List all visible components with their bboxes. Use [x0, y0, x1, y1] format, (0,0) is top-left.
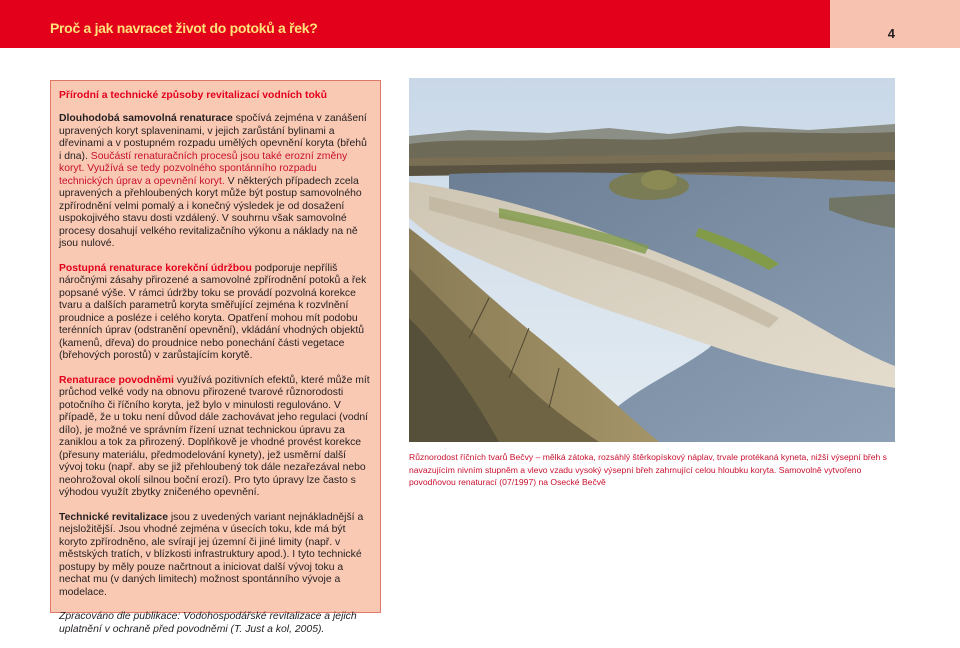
paragraph-korekcni	[59, 263, 372, 363]
paragraph-samovolna	[59, 113, 372, 251]
page-number: 4	[887, 26, 895, 41]
term-povodnemi: Renaturace povodněmi	[59, 374, 174, 386]
river-photo	[409, 78, 895, 442]
info-box	[50, 80, 381, 635]
text-samovolna-3: V některých případech zcela upravených a přehloubených koryt může být postup samovolného zpřírodnění velmi pomalý a i konečný výsledek je od dosažení uspokojivého stavu dosti vzdálený. V souhrnu však samovolné procesy dosahují velkého revitalizačního výkonu a náklady na ně jsou nulové.	[59, 175, 362, 249]
paragraph-technicke	[59, 512, 372, 600]
photo-caption: Různorodost říčních tvarů Bečvy – mělká zátoka, rozsáhlý štěrkopískový náplav, trvale protékaná kyneta, nižší výsepní břeh s navazujícím nivním stupněm a vlevo vzadu vysoký výsepní břeh zahrnující celou hloubku koryta. Samovolně vytvořeno povodňovou renaturací (07/1997) na Osecké Bečvě	[409, 452, 887, 488]
text-samovolna-1: spočívá zejména v zanášení upravených koryt splaveninami, v jejich zarůstání bylinami a dřevinami a v postupném rozpadu umělých opevnění koryta (břehů i dna).	[59, 113, 367, 162]
header-title: Proč a jak navracet život do potoků a řek?	[50, 20, 318, 36]
box-title: Přírodní a technické způsoby revitalizací vodních toků	[59, 90, 327, 101]
text-korekcni: podporuje nepříliš náročnými zásahy přirozené a samovolné zpřírodnění potoků a řek popsané výše. V rámci údržby toku se provádí pozvolná korekce tvaru a dalších parametrů koryta směřující zejména k rozvlnění proudnice a posléze i celého koryta. Opatření mohou mít podobu terénních úprav (odstranění opevnění), vkládání vhodných objektů (kamenů, dřeva) do proudnice nebo ponechání části vegetace (břehových porostů) v zarůstajícím korytě.	[59, 262, 367, 361]
header-bar	[0, 0, 830, 48]
source-note: Zpracováno dle publikace: Vodohospodářské revitalizace a jejich uplatnění v ochraně před povodněmi (T. Just a kol, 2005).	[59, 611, 357, 635]
term-korekcni: Postupná renaturace korekční údržbou	[59, 262, 252, 274]
paragraph-povodnemi	[59, 375, 372, 500]
term-samovolna: Dlouhodobá samovolná renaturace	[59, 113, 233, 124]
term-technicke: Technické revitalizace	[59, 511, 168, 523]
text-samovolna-2: Součástí renaturačních procesů jsou také erozní změny koryt. Využívá se tedy pozvolného spontánního rozpadu technických úprav a opevnění koryt.	[59, 150, 348, 187]
text-povodnemi: využívá pozitivních efektů, které může mít průchod velké vody na obnovu přirozené tvarové různorodosti potočního či říčního koryta, jež bylo v minulosti regulováno. V případě, že u toku není důvod dále zachovávat jeho regulaci (vodní dílo), je možné ve správním řízení uznat technickou úpravu za zaniklou a tok za přirozený. Doplňkově je vhodné provést korekce (přesuny materiálu, předmodelování kynety), jež usměrní další vývoj toku (např. aby se již přehloubený tok dále nezařezával nebo neohrožoval okolí silnou boční erozí). Pro tyto úpravy lze často s výhodou využít zbytky zničeného opevnění.	[59, 374, 370, 498]
text-technicke: jsou z uvedených variant nejnákladnější a nejsložitější. Jsou vhodné zejména v úsecích toku, kde má být koryto zpřírodněno, ale svírají jej územní či jiné limity (např. v městských tratích, v blízkosti infrastruktury apod.). I tyto technické postupy by měly pouze načrtnout a iniciovat další vývoj toku a nechat mu (v daných limitech) možnost spontánního vývoje a modelace.	[59, 511, 364, 598]
page-number-box	[830, 0, 960, 48]
